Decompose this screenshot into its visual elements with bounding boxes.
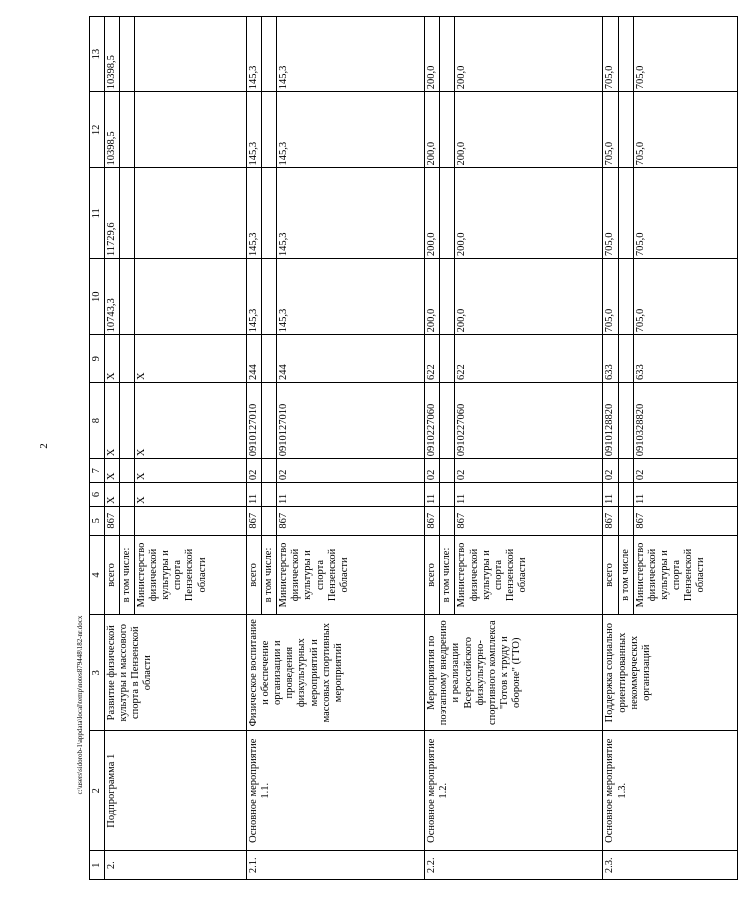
value-cell-c10 xyxy=(135,259,247,335)
value-cell-c5: 867 xyxy=(455,506,603,535)
value-cell-c7: Х xyxy=(105,459,120,483)
value-cell-c8: 0910227060 xyxy=(455,383,603,459)
value-cell-c6 xyxy=(262,483,277,507)
value-cell-c6: Х xyxy=(105,483,120,507)
value-cell-c12 xyxy=(262,92,277,168)
program-description-cell: Развитие физической культуры и массового спорта в Пензенской области xyxy=(105,615,247,731)
value-cell-c11: 145,3 xyxy=(277,168,425,259)
value-cell-c11 xyxy=(440,168,455,259)
value-cell-c7: 02 xyxy=(425,459,440,483)
value-cell-c7 xyxy=(262,459,277,483)
value-cell-c11: 145,3 xyxy=(247,168,262,259)
executor-cell: в том числе xyxy=(618,535,633,615)
value-cell-c6: 11 xyxy=(633,483,737,507)
column-number-row xyxy=(90,17,105,880)
value-cell-c5: 867 xyxy=(277,506,425,535)
value-cell-c5: 867 xyxy=(105,506,120,535)
value-cell-c9: 633 xyxy=(633,335,737,383)
value-cell-c12: 145,3 xyxy=(277,92,425,168)
value-cell-c8: Х xyxy=(135,383,247,459)
value-cell-c6: 11 xyxy=(603,483,618,507)
value-cell-c6 xyxy=(618,483,633,507)
value-cell-c8: 0910127010 xyxy=(247,383,262,459)
value-cell-c8: 0910128820 xyxy=(603,383,618,459)
value-cell-c8: Х xyxy=(105,383,120,459)
column-number: 11 xyxy=(90,168,105,259)
value-cell-c13: 145,3 xyxy=(247,17,262,92)
value-cell-c10 xyxy=(440,259,455,335)
column-number: 4 xyxy=(90,535,105,615)
value-cell-c9 xyxy=(120,335,135,383)
value-cell-c12: 705,0 xyxy=(633,92,737,168)
value-cell-c13 xyxy=(262,17,277,92)
row-number-cell: 2. xyxy=(105,851,247,880)
value-cell-c11 xyxy=(135,168,247,259)
value-cell-c11: 705,0 xyxy=(633,168,737,259)
value-cell-c5: 867 xyxy=(633,506,737,535)
column-number: 2 xyxy=(90,731,105,851)
program-name-cell: Основное мероприятие 1.3. xyxy=(603,731,737,851)
value-cell-c9: 622 xyxy=(455,335,603,383)
value-cell-c12 xyxy=(135,92,247,168)
value-cell-c5 xyxy=(440,506,455,535)
value-cell-c11: 11729,6 xyxy=(105,168,120,259)
executor-cell: всего xyxy=(425,535,440,615)
value-cell-c5 xyxy=(262,506,277,535)
value-cell-c6: 11 xyxy=(425,483,440,507)
value-cell-c10: 200,0 xyxy=(425,259,440,335)
column-number: 7 xyxy=(90,459,105,483)
value-cell-c9: Х xyxy=(105,335,120,383)
executor-cell: в том числе: xyxy=(440,535,455,615)
value-cell-c10: 200,0 xyxy=(455,259,603,335)
value-cell-c12: 10398,5 xyxy=(105,92,120,168)
value-cell-c7: 02 xyxy=(603,459,618,483)
value-cell-c5: 867 xyxy=(247,506,262,535)
value-cell-c11 xyxy=(120,168,135,259)
value-cell-c11: 200,0 xyxy=(455,168,603,259)
column-number: 3 xyxy=(90,615,105,731)
value-cell-c12: 145,3 xyxy=(247,92,262,168)
value-cell-c5 xyxy=(618,506,633,535)
executor-cell: в том числе: xyxy=(262,535,277,615)
budget-table xyxy=(89,16,738,880)
value-cell-c13: 200,0 xyxy=(455,17,603,92)
footer-file-path: c:\users\sidorob-1\appdata\local\temp\notes879448\182-nr.docx xyxy=(76,615,84,795)
value-cell-c9: 633 xyxy=(603,335,618,383)
value-cell-c6: 11 xyxy=(247,483,262,507)
value-cell-c5 xyxy=(120,506,135,535)
table-body xyxy=(105,17,738,880)
value-cell-c8: 0910227060 xyxy=(425,383,440,459)
value-cell-c8 xyxy=(440,383,455,459)
value-cell-c7 xyxy=(618,459,633,483)
value-cell-c5 xyxy=(135,506,247,535)
value-cell-c12 xyxy=(120,92,135,168)
value-cell-c11 xyxy=(618,168,633,259)
value-cell-c9: 244 xyxy=(247,335,262,383)
table-row xyxy=(425,17,440,880)
value-cell-c7: 02 xyxy=(277,459,425,483)
program-name-cell: Подпрограмма 1 xyxy=(105,731,247,851)
value-cell-c13 xyxy=(120,17,135,92)
column-number: 1 xyxy=(90,851,105,880)
value-cell-c12 xyxy=(440,92,455,168)
value-cell-c7 xyxy=(120,459,135,483)
value-cell-c13 xyxy=(440,17,455,92)
executor-cell: Министерство физической культуры и спорта Пензенской области xyxy=(633,535,737,615)
value-cell-c5: 867 xyxy=(425,506,440,535)
value-cell-c5: 867 xyxy=(603,506,618,535)
value-cell-c13 xyxy=(135,17,247,92)
page-number: 2 xyxy=(38,443,50,449)
value-cell-c6 xyxy=(120,483,135,507)
value-cell-c12: 705,0 xyxy=(603,92,618,168)
value-cell-c13: 705,0 xyxy=(603,17,618,92)
value-cell-c7 xyxy=(440,459,455,483)
value-cell-c9: Х xyxy=(135,335,247,383)
column-number: 6 xyxy=(90,483,105,507)
program-description-cell: Поддержка социально ориентированных некоммерческих организаций xyxy=(603,615,737,731)
value-cell-c6: 11 xyxy=(455,483,603,507)
row-number-cell: 2.2. xyxy=(425,851,603,880)
value-cell-c7: 02 xyxy=(455,459,603,483)
value-cell-c6: Х xyxy=(135,483,247,507)
value-cell-c9: 622 xyxy=(425,335,440,383)
value-cell-c8: 0910328820 xyxy=(633,383,737,459)
executor-cell: Министерство физической культуры и спорта Пензенской области xyxy=(277,535,425,615)
value-cell-c10 xyxy=(618,259,633,335)
value-cell-c9 xyxy=(262,335,277,383)
value-cell-c12: 200,0 xyxy=(455,92,603,168)
value-cell-c8 xyxy=(120,383,135,459)
value-cell-c13: 10398,5 xyxy=(105,17,120,92)
executor-cell: Министерство физической культуры и спорта Пензенской области xyxy=(135,535,247,615)
value-cell-c9: 244 xyxy=(277,335,425,383)
value-cell-c9 xyxy=(618,335,633,383)
program-description-cell: Физическое воспитание и обеспечение организации и проведения физкультурных мероприятий и массовых спортивных мероприятий xyxy=(247,615,425,731)
column-number: 8 xyxy=(90,383,105,459)
table-row xyxy=(603,17,618,880)
value-cell-c11: 200,0 xyxy=(425,168,440,259)
value-cell-c10: 10743,3 xyxy=(105,259,120,335)
value-cell-c9 xyxy=(440,335,455,383)
value-cell-c6: 11 xyxy=(277,483,425,507)
executor-cell: в том числе: xyxy=(120,535,135,615)
table-row xyxy=(105,17,120,880)
value-cell-c12 xyxy=(618,92,633,168)
value-cell-c11: 705,0 xyxy=(603,168,618,259)
executor-cell: Министерство физической культуры и спорта Пензенской области xyxy=(455,535,603,615)
column-number: 10 xyxy=(90,259,105,335)
value-cell-c10: 145,3 xyxy=(247,259,262,335)
executor-cell: всего xyxy=(603,535,618,615)
column-number: 9 xyxy=(90,335,105,383)
value-cell-c13: 705,0 xyxy=(633,17,737,92)
value-cell-c10: 705,0 xyxy=(633,259,737,335)
program-name-cell: Основное мероприятие 1.2. xyxy=(425,731,603,851)
executor-cell: всего xyxy=(105,535,120,615)
column-number: 13 xyxy=(90,17,105,92)
value-cell-c7: 02 xyxy=(633,459,737,483)
value-cell-c13 xyxy=(618,17,633,92)
value-cell-c7: 02 xyxy=(247,459,262,483)
rotated-table-container xyxy=(89,16,706,880)
value-cell-c8: 0910127010 xyxy=(277,383,425,459)
row-number-cell: 2.3. xyxy=(603,851,737,880)
value-cell-c8 xyxy=(262,383,277,459)
value-cell-c13: 200,0 xyxy=(425,17,440,92)
value-cell-c13: 145,3 xyxy=(277,17,425,92)
column-number: 12 xyxy=(90,92,105,168)
value-cell-c12: 200,0 xyxy=(425,92,440,168)
value-cell-c10 xyxy=(262,259,277,335)
value-cell-c6 xyxy=(440,483,455,507)
value-cell-c10: 145,3 xyxy=(277,259,425,335)
program-name-cell: Основное мероприятие 1.1. xyxy=(247,731,425,851)
value-cell-c11 xyxy=(262,168,277,259)
value-cell-c10: 705,0 xyxy=(603,259,618,335)
value-cell-c8 xyxy=(618,383,633,459)
table-row xyxy=(247,17,262,880)
value-cell-c7: Х xyxy=(135,459,247,483)
executor-cell: всего xyxy=(247,535,262,615)
program-description-cell: Мероприятия по поэтапному внедрению и реализации Всероссийского физкультурно-спортивного комплекса "Готов к труду и обороне" (ГТО) xyxy=(425,615,603,731)
column-number: 5 xyxy=(90,506,105,535)
row-number-cell: 2.1. xyxy=(247,851,425,880)
value-cell-c10 xyxy=(120,259,135,335)
